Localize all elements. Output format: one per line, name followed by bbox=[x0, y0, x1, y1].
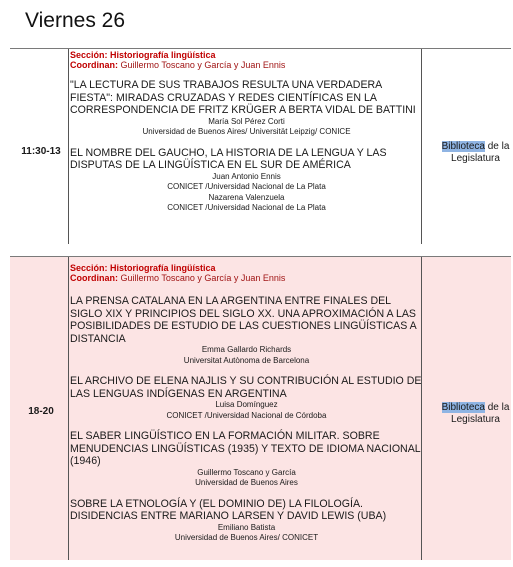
venue-text: de la bbox=[484, 402, 510, 413]
talk-item bbox=[70, 375, 423, 421]
talk-title: LA PRENSA CATALANA EN LA ARGENTINA ENTRE FINALES DEL SIGLO XIX Y PRINCIPIOS DEL SIGLO XX. UNA APROXIMACIÓN A LAS POSIBILIDADES DE ESTUDIO DE LAS CUESTIONES LINGÜÍSTICAS A DISTANCIA bbox=[70, 295, 417, 345]
talk-title: EL SABER LINGÜÍSTICO EN LA FORMACIÓN MILITAR. SOBRE MENUDENCIAS LINGÜÍSTICAS (1935) Y TEXTO DE IDIOMA NACIONAL (1946) bbox=[70, 430, 421, 467]
author-name: Guillermo Toscano y García bbox=[197, 467, 296, 477]
time-slot: 18-20 bbox=[28, 406, 54, 417]
talk-item bbox=[70, 430, 423, 489]
venue-highlight: Biblioteca bbox=[441, 402, 485, 413]
talk-item bbox=[70, 147, 423, 214]
author-name: Nazarena Valenzuela bbox=[208, 192, 285, 202]
session-content bbox=[70, 50, 423, 214]
section-heading: Sección: Historiografía lingüística bbox=[70, 263, 216, 273]
coordinators-names: Guillermo Toscano y García y Juan Ennis bbox=[120, 273, 286, 283]
session-block bbox=[10, 48, 511, 244]
venue-text: Legislatura bbox=[451, 153, 500, 164]
author-affiliation: Universidad de Buenos Aires/ Universität Leipzig/ CONICE bbox=[142, 127, 351, 136]
day-title: Viernes 26 bbox=[25, 9, 126, 32]
author-name: Emma Gallardo Richards bbox=[201, 345, 292, 354]
author-name: Luisa Domínguez bbox=[215, 400, 278, 409]
venue bbox=[433, 402, 513, 426]
coordinators bbox=[70, 273, 423, 283]
author-affiliation: CONICET /Universidad Nacional de La Plata bbox=[167, 203, 326, 212]
author-affiliation: Universidad de Buenos Aires bbox=[195, 478, 298, 487]
author-name: Emiliano Batista bbox=[217, 522, 276, 532]
talk-title: EL NOMBRE DEL GAUCHO, LA HISTORIA DE LA LENGUA Y LAS DISPUTAS DE LA LINGÜÍSTICA EN EL SUR DE AMÉRICA bbox=[70, 146, 387, 171]
author-affiliation: Universitat Autònoma de Barcelona bbox=[183, 355, 310, 365]
coordinators-names: Guillermo Toscano y García y Juan Ennis bbox=[120, 60, 286, 70]
time-slot: 11:30-13 bbox=[21, 146, 61, 157]
talk-title: EL ARCHIVO DE ELENA NAJLIS Y SU CONTRIBUCIÓN AL ESTUDIO DE LAS LENGUAS INDÍGENAS EN ARGENTINA bbox=[70, 375, 422, 400]
talk-item bbox=[70, 79, 423, 138]
author-name: Juan Antonio Ennis bbox=[212, 171, 281, 181]
venue-text: Legislatura bbox=[451, 414, 500, 425]
session-block bbox=[10, 256, 511, 560]
talk-item bbox=[70, 498, 423, 544]
talk-title: "LA LECTURA DE SUS TRABAJOS RESULTA UNA VERDADERA FIESTA": MIRADAS CRUZADAS Y REDES CIENTÍFICAS EN LA CORRESPONDENCIA DE FRITZ KRÜGER A BERTA VIDAL DE BATTINI bbox=[70, 79, 416, 116]
section-heading: Sección: Historiografía lingüística bbox=[70, 50, 216, 60]
venue bbox=[433, 141, 513, 165]
talk-title: SOBRE LA ETNOLOGÍA Y (EL DOMINIO DE) LA FILOLOGÍA. DISIDENCIAS ENTRE MARIANO LARSEN Y DAVID LEWIS (UBA) bbox=[70, 497, 387, 522]
author-affiliation: Universidad de Buenos Aires/ CONICET bbox=[174, 533, 319, 542]
talk-item bbox=[70, 295, 423, 366]
author-affiliation: CONICET /Universidad Nacional de La Plata bbox=[167, 182, 326, 191]
coordinators-label: Coordinan: bbox=[70, 60, 118, 70]
author-name: María Sol Pérez Corti bbox=[208, 116, 285, 126]
coordinators-label: Coordinan: bbox=[70, 273, 118, 283]
row-divider bbox=[10, 48, 511, 49]
session-content bbox=[70, 263, 423, 544]
author-affiliation: CONICET /Universidad Nacional de Córdoba bbox=[166, 410, 327, 420]
venue-text: de la bbox=[484, 141, 510, 152]
coordinators bbox=[70, 60, 423, 70]
row-divider bbox=[10, 256, 511, 257]
venue-highlight: Biblioteca bbox=[441, 141, 485, 152]
